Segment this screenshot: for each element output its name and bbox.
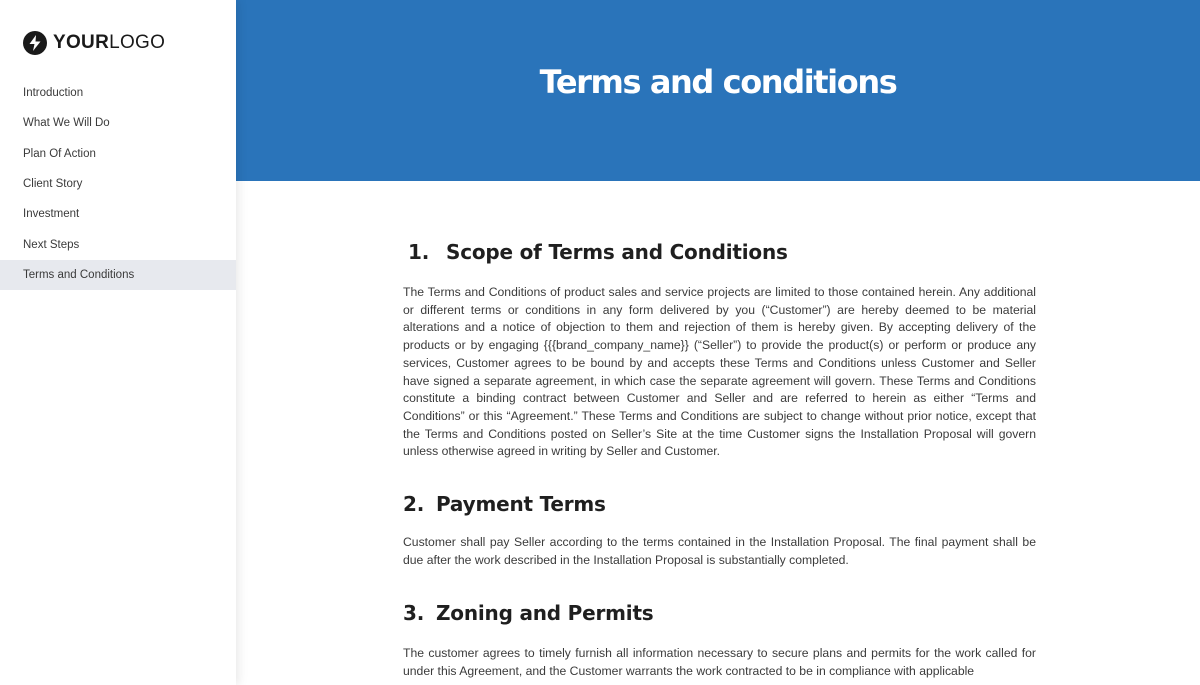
sidebar-item-introduction[interactable]: Introduction [23,87,84,100]
main-content [236,0,1200,685]
sidebar-item-what-we-will-do[interactable]: What We Will Do [23,117,110,130]
section-zoning-and-permits [403,601,1036,680]
section-number: 1. [408,240,430,264]
section-number: 2. [403,492,425,517]
section-heading [403,601,1036,625]
logo-text [53,32,165,54]
section-paragraph: The Terms and Conditions of product sales and service projects are limited to those contained herein. Any additional or different terms or conditions in any form delivered by you (“Customer”) are hereby deemed to be material alterations and a notice of objection to them and rejection of them is hereby given. By accepting delivery of the products or by engaging {{{brand_company_name}} (“Seller”) to provide the product(s) or perform or produce any services, Customer agrees to be bound by and accepts these Terms and Conditions unless Customer and Seller have signed a separate agreement, in which case the separate agreement will govern. These Terms and Conditions constitute a binding contract between Customer and Seller and are referred to herein as either “Terms and Conditions” or this “Agreement.” These Terms and Conditions are subject to change without prior notice, except that the Terms and Conditions posted on Seller’s Site at the time Customer signs the Installation Proposal will govern unless otherwise agreed in writing by Seller and Customer. [403,285,1036,459]
page-title: Terms and conditions [539,62,897,101]
section-paragraph: The customer agrees to timely furnish all information necessary to secure plans and permits for the work called for under this Agreement, and the Customer warrants the work contracted to be in compliance with applicable [403,646,1036,679]
section-title: Scope of Terms and Conditions [446,240,788,264]
section-scope [403,240,1036,461]
sidebar-item-investment[interactable]: Investment [23,208,80,221]
logo-text-light: LOGO [109,32,166,53]
document-body [403,240,1036,681]
section-heading [403,240,1036,264]
lightning-bolt-icon [23,31,47,55]
sidebar-item-terms-and-conditions[interactable]: Terms and Conditions [0,260,236,290]
sidebar-item-next-steps[interactable]: Next Steps [23,238,80,251]
section-title: Zoning and Permits [436,601,654,626]
hero-banner [236,0,1200,181]
section-payment-terms [403,492,1036,569]
section-paragraph: Customer shall pay Seller according to the terms contained in the Installation Proposal. The final payment shall be due after the work described in the Installation Proposal is substantially completed. [403,535,1036,567]
sidebar [0,0,236,685]
section-title: Payment Terms [436,492,606,517]
sidebar-item-client-story[interactable]: Client Story [23,178,83,191]
logo[interactable] [23,30,165,56]
logo-text-bold: YOUR [53,32,110,53]
sidebar-item-plan-of-action[interactable]: Plan Of Action [23,147,96,160]
sidebar-nav [0,78,236,290]
section-number: 3. [403,601,425,626]
section-heading [403,492,1036,516]
